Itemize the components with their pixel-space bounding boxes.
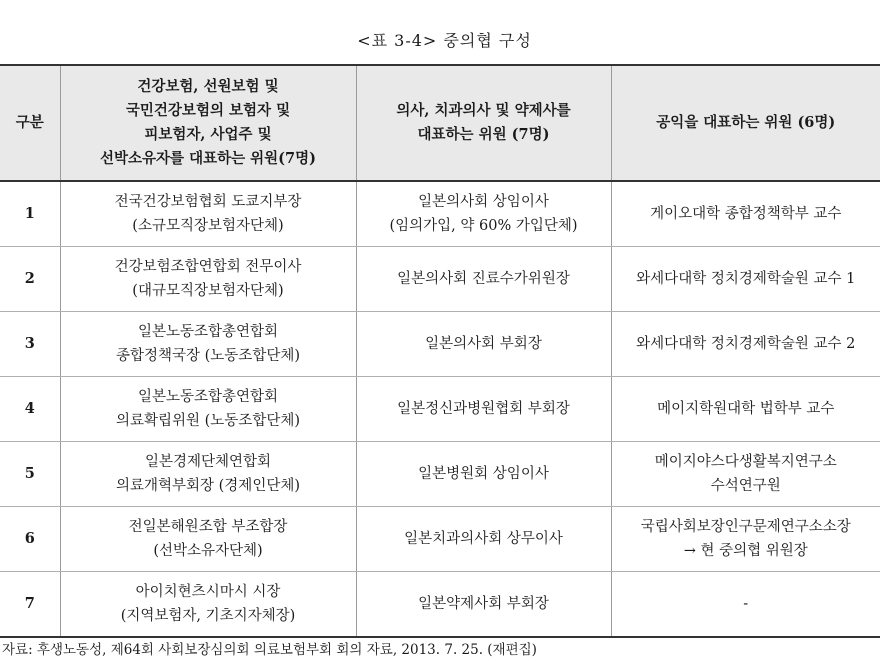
table-caption: <표 3-4> 중의협 구성 <box>357 31 532 50</box>
public-member: - <box>611 572 880 638</box>
public-member: 국립사회보장인구문제연구소소장 → 현 중의협 위원장 <box>611 507 880 572</box>
table-row <box>0 377 880 442</box>
row-number: 6 <box>0 507 60 572</box>
row-number: 3 <box>0 312 60 377</box>
table-row <box>0 507 880 572</box>
header-insurer-representatives: 건강보험, 선원보험 및 국민건강보험의 보험자 및 피보험자, 사업주 및 선박소유자를 대표하는 위원(7명) <box>60 65 356 181</box>
table-header-row <box>0 65 880 181</box>
header-public-interest-representatives: 공익을 대표하는 위원 (6명) <box>611 65 880 181</box>
table-row <box>0 312 880 377</box>
table-row <box>0 572 880 638</box>
row-number: 5 <box>0 442 60 507</box>
insurer-member: 전국건강보험협회 도쿄지부장 (소규모직장보험자단체) <box>60 181 356 247</box>
medical-member: 일본정신과병원협회 부회장 <box>356 377 611 442</box>
insurer-member: 일본노동조합총연합회 의료확립위원 (노동조합단체) <box>60 377 356 442</box>
medical-member: 일본의사회 부회장 <box>356 312 611 377</box>
public-member: 메이지야스다생활복지연구소 수석연구원 <box>611 442 880 507</box>
header-medical-representatives: 의사, 치과의사 및 약제사를 대표하는 위원 (7명) <box>356 65 611 181</box>
row-number: 7 <box>0 572 60 638</box>
insurer-member: 일본노동조합총연합회 종합정책국장 (노동조합단체) <box>60 312 356 377</box>
insurer-member: 아이치현츠시마시 시장 (지역보험자, 기초지자체장) <box>60 572 356 638</box>
table-row <box>0 442 880 507</box>
council-composition-table <box>0 64 880 638</box>
public-member: 메이지학원대학 법학부 교수 <box>611 377 880 442</box>
public-member: 와세다대학 정치경제학술원 교수 2 <box>611 312 880 377</box>
medical-member: 일본치과의사회 상무이사 <box>356 507 611 572</box>
medical-member: 일본병원회 상임이사 <box>356 442 611 507</box>
medical-member: 일본의사회 진료수가위원장 <box>356 247 611 312</box>
row-number: 2 <box>0 247 60 312</box>
medical-member: 일본의사회 상임이사 (임의가입, 약 60% 가입단체) <box>356 181 611 247</box>
insurer-member: 일본경제단체연합회 의료개혁부회장 (경제인단체) <box>60 442 356 507</box>
medical-member: 일본약제사회 부회장 <box>356 572 611 638</box>
row-number: 4 <box>0 377 60 442</box>
insurer-member: 건강보험조합연합회 전무이사 (대규모직장보험자단체) <box>60 247 356 312</box>
public-member: 와세다대학 정치경제학술원 교수 1 <box>611 247 880 312</box>
table-row <box>0 181 880 247</box>
public-member: 게이오대학 종합정책학부 교수 <box>611 181 880 247</box>
insurer-member: 전일본해원조합 부조합장 (선박소유자단체) <box>60 507 356 572</box>
source-note: 자료: 후생노동성, 제64회 사회보장심의회 의료보험부회 회의 자료, 2013. 7. 25. (재편집) <box>2 642 537 658</box>
table-row <box>0 247 880 312</box>
header-category: 구분 <box>0 65 60 181</box>
row-number: 1 <box>0 181 60 247</box>
